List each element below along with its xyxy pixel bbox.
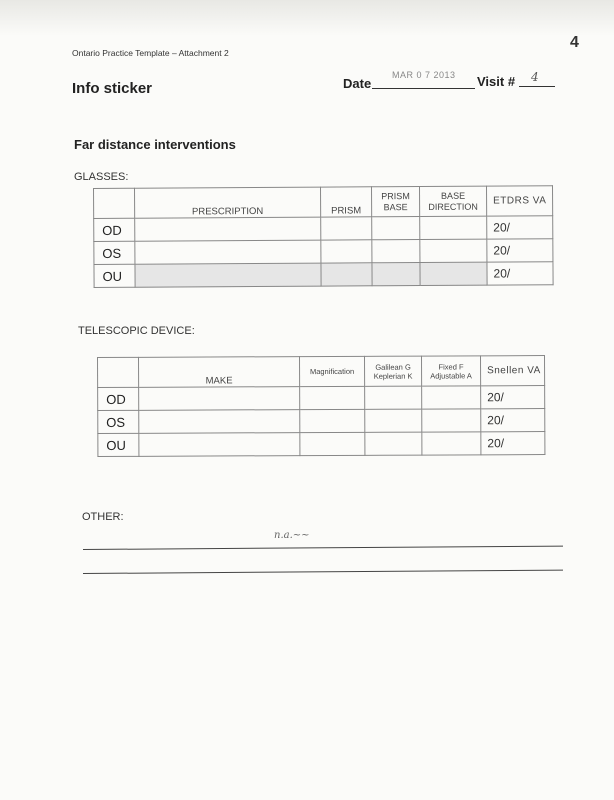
- section-title: Far distance interventions: [74, 137, 236, 152]
- galilean-keplerian-cell[interactable]: [365, 409, 422, 432]
- fixed-adjustable-header: [421, 356, 480, 386]
- prism-base-cell[interactable]: [372, 217, 420, 240]
- fixed-adjustable-header-text: Fixed F Adjustable A: [430, 361, 472, 381]
- table-row: [94, 216, 553, 242]
- telescopic-table: [97, 355, 545, 457]
- galilean-keplerian-header-text: Galilean G Keplerian K: [373, 362, 413, 381]
- visit-label: Visit #: [477, 74, 516, 89]
- fixed-adjustable-cell[interactable]: [422, 432, 481, 455]
- glasses-table: [93, 185, 554, 288]
- telescopic-label: TELESCOPIC DEVICE:: [78, 325, 195, 337]
- base-direction-cell[interactable]: [420, 239, 487, 262]
- make-header: MAKE: [139, 357, 300, 388]
- fixed-adjustable-cell[interactable]: [422, 409, 481, 432]
- template-name: Ontario Practice Template – Attachment 2: [72, 48, 229, 58]
- va-cell[interactable]: 20/: [487, 216, 553, 239]
- prescription-cell[interactable]: [135, 217, 321, 241]
- make-cell[interactable]: [139, 433, 300, 457]
- prism-base-cell[interactable]: [372, 240, 420, 263]
- va-cell[interactable]: 20/: [481, 386, 545, 409]
- base-direction-cell[interactable]: [420, 262, 487, 285]
- make-cell[interactable]: [139, 387, 300, 411]
- eye-label: OS: [94, 241, 135, 264]
- eye-label: OU: [98, 433, 139, 456]
- date-label: Date: [343, 76, 372, 91]
- table-row: [98, 386, 545, 411]
- prism-cell[interactable]: [321, 217, 372, 240]
- table-row: [98, 432, 545, 457]
- eye-label: OD: [94, 218, 135, 241]
- prism-base-header: [371, 187, 419, 217]
- prescription-cell[interactable]: [135, 240, 321, 264]
- page-number: 4: [570, 34, 579, 51]
- etdrs-va-header: ETDRS VA: [486, 186, 552, 216]
- date-stamp: MAR 0 7 2013: [392, 70, 456, 80]
- va-cell[interactable]: 20/: [481, 432, 545, 455]
- eye-label: OS: [98, 410, 139, 433]
- prism-base-cell[interactable]: [372, 263, 420, 286]
- va-cell[interactable]: 20/: [481, 409, 545, 432]
- galilean-keplerian-cell[interactable]: [365, 432, 422, 455]
- eye-label: OU: [94, 264, 135, 287]
- other-line-2[interactable]: [83, 570, 563, 574]
- prescription-cell[interactable]: [135, 263, 321, 287]
- other-label: OTHER:: [82, 511, 124, 523]
- snellen-va-header: Snellen VA: [480, 356, 544, 386]
- magnification-cell[interactable]: [300, 432, 365, 455]
- base-direction-cell[interactable]: [420, 216, 487, 239]
- galilean-keplerian-header: [364, 356, 421, 386]
- make-cell[interactable]: [139, 410, 300, 434]
- magnification-cell[interactable]: [300, 409, 365, 432]
- magnification-header: Magnification: [300, 356, 365, 386]
- prism-header: PRISM: [320, 187, 371, 217]
- eye-header-cell: [98, 357, 139, 387]
- page-title: Info sticker: [72, 80, 153, 97]
- glasses-label: GLASSES:: [74, 171, 129, 183]
- base-direction-header-text: BASE DIRECTION: [428, 190, 478, 212]
- table-row: [98, 409, 545, 434]
- eye-label: OD: [98, 387, 139, 410]
- handwritten-note: n.a.~~: [274, 530, 310, 541]
- base-direction-header: [419, 186, 486, 216]
- va-cell[interactable]: 20/: [487, 262, 553, 285]
- table-row: [94, 262, 553, 288]
- galilean-keplerian-cell[interactable]: [365, 386, 422, 409]
- prism-cell[interactable]: [321, 263, 372, 286]
- scan-shadow: [0, 0, 614, 36]
- visit-field-line[interactable]: [519, 86, 555, 87]
- fixed-adjustable-cell[interactable]: [422, 386, 481, 409]
- prism-cell[interactable]: [321, 240, 372, 263]
- table-row: [94, 239, 553, 265]
- va-cell[interactable]: 20/: [487, 239, 553, 262]
- prescription-header: PRESCRIPTION: [135, 187, 321, 218]
- other-line-1[interactable]: [83, 546, 563, 550]
- date-field-line[interactable]: [372, 88, 475, 89]
- visit-value: 4: [531, 70, 539, 84]
- eye-header-cell: [94, 188, 135, 218]
- prism-base-header-text: PRISM BASE: [381, 190, 410, 212]
- magnification-cell[interactable]: [300, 386, 365, 409]
